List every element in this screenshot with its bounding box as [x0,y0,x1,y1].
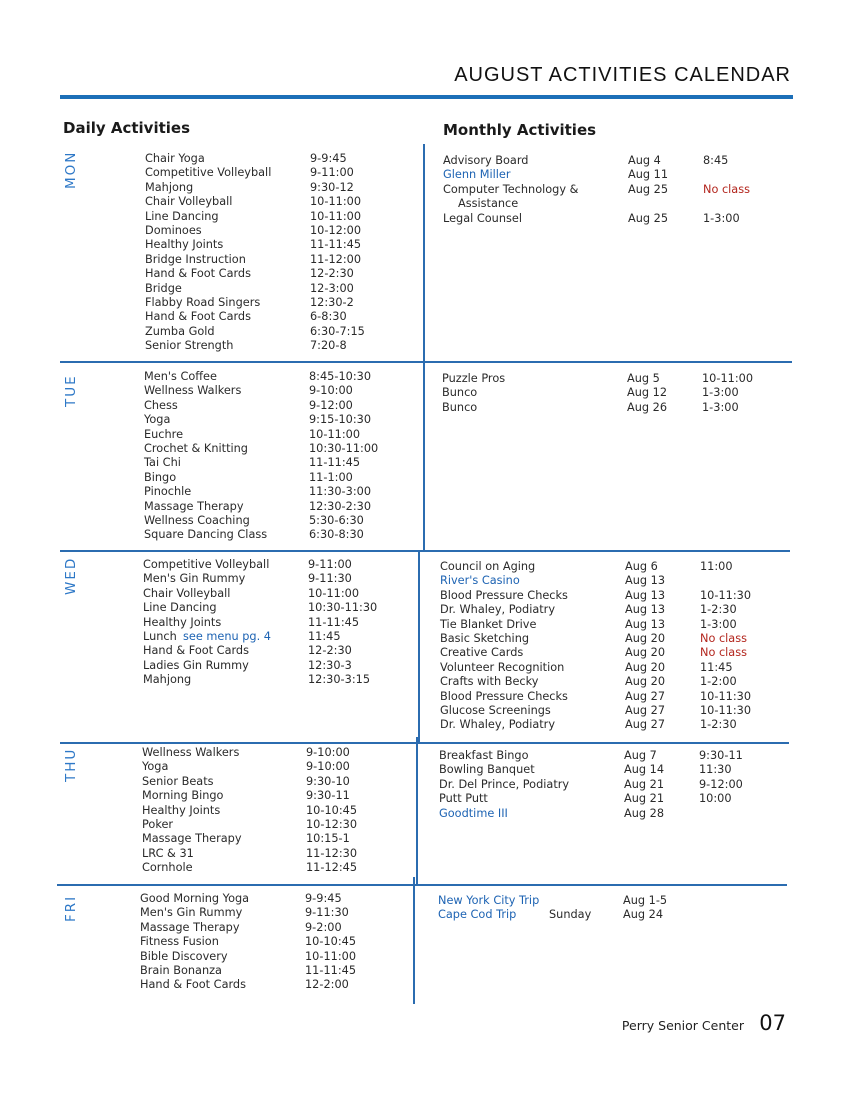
daily-activity-time: 11-1:00 [309,470,353,484]
monthly-activity-date: Aug 20 [625,646,666,660]
daily-activity-row [143,572,413,586]
daily-activity-time: 8:45-10:30 [309,370,372,383]
day-separator-tue [60,550,790,552]
monthly-activity-row [442,401,782,415]
daily-activity-name: Bridge [145,281,182,295]
daily-activity-name: Yoga [142,760,169,774]
column-divider-thu [416,737,418,884]
daily-activity-time: 6:30-8:30 [309,528,364,542]
daily-activity-name: Wellness Walkers [142,746,240,759]
monthly-activity-time: 10-11:00 [702,372,754,385]
daily-activity-name: Bridge Instruction [145,252,246,266]
daily-activity-name: Competitive Volleyball [145,166,272,180]
daily-activity-time: 9-10:00 [306,746,350,759]
daily-activity-time: 9:30-11 [306,789,350,803]
monthly-activity-name: Bunco [442,386,478,400]
daily-activity-name: Massage Therapy [140,920,240,934]
daily-activity-time: 10:15-1 [306,832,350,846]
monthly-activity-date: Aug 28 [624,806,665,820]
daily-activity-name: Bible Discovery [140,949,228,963]
daily-activity-name: Zumba Gold [145,324,215,338]
monthly-activity-row [440,632,780,646]
daily-activity-name: Chess [144,398,178,412]
daily-activity-name: Dominoes [145,224,202,237]
monthly-activity-row [440,589,780,603]
monthly-activity-name: Breakfast Bingo [439,749,529,762]
daily-activity-row [144,442,414,456]
monthly-activity-date: Aug 20 [625,675,666,689]
monthly-activity-date: Aug 20 [625,632,666,645]
column-divider-wed [418,550,420,742]
monthly-activity-date: Aug 25 [628,182,669,196]
monthly-activity-row [440,574,780,588]
monthly-activity-row [439,778,779,792]
daily-activity-name: Hand & Foot Cards [143,644,249,658]
monthly-activity-name: Legal Counsel [443,211,522,225]
monthly-activity-name: Bunco [442,400,478,414]
daily-activity-row [142,760,412,774]
daily-activity-name: Lunch [143,630,177,643]
daily-activity-name: Senior Beats [142,774,214,788]
monthly-activity-name: Basic Sketching [440,632,530,645]
daily-activity-time: 9-12:00 [309,398,353,412]
daily-activity-time: 10:30-11:00 [309,442,379,455]
daily-activity-time: 9-10:00 [309,384,353,398]
monthly-activity-date: Aug 6 [625,560,658,573]
daily-activity-row [142,804,412,818]
monthly-activity-row [438,908,778,922]
monthly-activity-time: No class [700,632,747,645]
daily-activity-row [143,644,413,658]
daily-activity-name: Fitness Fusion [140,935,219,949]
daily-activity-time: 11:30-3:00 [309,485,372,499]
daily-activity-name: Men's Gin Rummy [140,906,243,920]
footer-center-name: Perry Senior Center [621,1018,744,1033]
daily-activity-row [144,528,414,542]
monthly-activity-date: Aug 11 [628,168,669,182]
monthly-activity-time: 10:00 [699,792,732,806]
monthly-activity-row [440,646,780,660]
daily-activity-time: 9-11:00 [308,558,352,571]
monthly-activity-day: Sunday [549,908,592,922]
monthly-activity-row [443,154,783,168]
daily-activity-row [144,413,414,427]
daily-activity-row [143,616,413,630]
daily-activity-time: 11-12:00 [310,252,362,266]
daily-activity-time: 10-11:00 [305,949,357,963]
monthly-activity-date: Aug 21 [624,777,665,791]
daily-activity-time: 12:30-2:30 [309,499,372,513]
daily-activity-row [144,456,414,470]
daily-activity-name: Chair Volleyball [145,195,233,209]
daily-activity-row [145,296,415,310]
daily-activity-time: 11-11:45 [305,964,357,977]
daily-activity-time: 11-12:30 [306,846,358,860]
daily-activity-name: Men's Gin Rummy [143,572,246,586]
monthly-activity-time: 1-2:30 [700,603,737,617]
monthly-activity-row [443,212,783,226]
daily-activity-name: Tai Chi [144,456,181,470]
daily-activity-name: Healthy Joints [143,615,222,629]
monthly-activity-name: Volunteer Recognition [440,660,565,674]
daily-activity-row [140,892,410,906]
daily-activity-name: Mahjong [145,180,194,194]
day-separator-thu [57,884,787,886]
daily-activity-row [145,224,415,238]
daily-activity-name: Flabby Road Singers [145,296,261,309]
daily-activity-name: Healthy Joints [145,238,224,252]
daily-activity-row [144,471,414,485]
monthly-activity-row [440,560,780,574]
daily-activity-time: 11-11:45 [310,238,362,252]
monthly-activity-row [440,718,780,732]
monthly-activity-date: Aug 27 [625,704,666,717]
daily-activity-time: 9:15-10:30 [309,413,372,427]
day-label-fri: FRI [63,894,79,922]
monthly-activity-date: Aug 4 [628,154,661,167]
daily-activity-time: 11-12:45 [306,861,358,875]
daily-activity-time: 9-11:30 [305,906,349,920]
daily-activity-name: Yoga [144,413,171,427]
daily-activity-time: 6-8:30 [310,310,347,324]
daily-activity-row [140,978,410,992]
monthly-activity-row [440,690,780,704]
daily-activity-row [144,500,414,514]
daily-activity-row [143,659,413,673]
daily-activity-name: Morning Bingo [142,789,224,803]
monthly-activity-name: River's Casino [440,574,520,588]
daily-activity-row [142,832,412,846]
monthly-activity-row [440,603,780,617]
monthly-activity-row [443,183,783,197]
monthly-activity-date: Aug 27 [625,718,666,732]
daily-activity-name: Massage Therapy [144,499,244,513]
daily-activity-time: 12:30-3 [308,658,352,672]
daily-activity-name: LRC & 31 [142,846,194,860]
daily-activity-name: Ladies Gin Rummy [143,658,249,672]
monthly-activity-date: Aug 7 [624,749,657,762]
monthly-activity-name: Blood Pressure Checks [440,689,568,703]
day-label-mon: MON [63,150,79,189]
daily-activity-time: 9-9:45 [310,152,347,165]
daily-activity-name: Good Morning Yoga [140,892,250,905]
monthly-activity-row [440,704,780,718]
daily-activity-name: Healthy Joints [142,803,221,817]
daily-activity-time: 9-9:45 [305,892,342,905]
monthly-activity-row [442,386,782,400]
monthly-activity-time: 1-3:00 [702,400,739,414]
monthly-activity-name: Advisory Board [443,154,529,167]
daily-activity-row [140,921,410,935]
monthly-activity-date: Aug 21 [624,792,665,806]
monthly-activity-time: 1-3:00 [700,617,737,631]
daily-activity-row [142,775,412,789]
monthly-activity-date: Aug 13 [625,574,666,588]
daily-activity-row [144,514,414,528]
daily-activity-time: 6:30-7:15 [310,324,365,338]
daily-activity-name: Line Dancing [143,601,217,615]
monthly-activity-time: No class [703,182,750,196]
page-title: AUGUST ACTIVITIES CALENDAR [454,64,791,86]
daily-activity-row [145,325,415,339]
monthly-activity-time: 1-2:30 [700,718,737,732]
daily-activity-time: 9:30-12 [310,180,354,194]
daily-activity-row [145,210,415,224]
column-divider-tue [423,362,425,550]
monthly-activity-time: 11:30 [699,763,732,777]
monthly-activity-time: 10-11:30 [700,704,752,717]
monthly-activity-name: Blood Pressure Checks [440,588,568,602]
daily-activity-time: 12-3:00 [310,281,354,295]
monthly-activity-date: Aug 25 [628,211,669,225]
daily-activity-time: 10-11:00 [310,195,362,209]
monthly-activity-name: Bowling Banquet [439,763,535,777]
monthly-activity-name: Dr. Del Prince, Podiatry [439,777,570,791]
monthly-activity-time: 10-11:30 [700,689,752,703]
daily-activity-name: Senior Strength [145,339,234,353]
monthly-activity-date: Aug 24 [623,908,664,922]
monthly-activity-name: Creative Cards [440,646,524,660]
monthly-activity-time: 1-3:00 [703,211,740,225]
monthly-activity-time: 9:30-11 [699,749,743,762]
monthly-activity-date: Aug 13 [625,603,666,617]
monthly-activity-date: Aug 1-5 [623,894,668,907]
daily-activity-time: 10-12:00 [310,224,362,237]
daily-activity-row [145,152,415,166]
daily-activity-name: Square Dancing Class [144,528,268,542]
day-separator-mon [60,361,792,363]
daily-activity-time: 9-2:00 [305,920,342,934]
monthly-activity-row [439,807,779,821]
daily-activity-row [144,384,414,398]
monthly-activity-name: Dr. Whaley, Podiatry [440,603,556,617]
daily-activity-time: 9:30-10 [306,774,350,788]
daily-activity-name: Poker [142,818,174,831]
daily-activity-row [145,195,415,209]
title-rule [60,95,793,99]
daily-activity-row [145,238,415,252]
monthly-activity-time: 1-2:00 [700,675,737,689]
monthly-activity-name: Assistance [458,197,519,211]
daily-activity-name: Line Dancing [145,209,219,223]
daily-activity-name: Hand & Foot Cards [145,267,251,281]
monthly-activity-date: Aug 27 [625,689,666,703]
monthly-activity-row [439,792,779,806]
monthly-activity-row [438,894,778,908]
daily-activity-name: Mahjong [143,673,192,687]
monthly-activity-name: New York City Trip [438,894,540,907]
monthly-activity-name: Crafts with Becky [440,675,539,689]
monthly-activity-row [440,618,780,632]
daily-activity-row [140,950,410,964]
daily-activity-time: 10-12:30 [306,818,358,831]
daily-activity-row [145,181,415,195]
daily-activity-time: 10-11:00 [308,586,360,600]
daily-activity-row [145,253,415,267]
daily-activity-name: Brain Bonanza [140,964,222,977]
monthly-activity-time: 8:45 [703,154,729,167]
daily-activity-name: Wellness Walkers [144,384,242,398]
daily-activity-time: 10:30-11:30 [308,601,378,615]
daily-activity-time: 10-11:00 [310,209,362,223]
monthly-activity-name: Council on Aging [440,560,536,573]
monthly-activity-time: 9-12:00 [699,777,743,791]
monthly-activity-time: 1-3:00 [702,386,739,400]
daily-activity-row [144,485,414,499]
monthly-activity-name: Puzzle Pros [442,372,506,385]
daily-activity-time: 9-10:00 [306,760,350,774]
daily-activities-heading: Daily Activities [63,119,191,137]
monthly-activity-name: Cape Cod Trip [438,908,517,922]
daily-activity-time: 11:45 [308,630,341,643]
monthly-activity-time: 11:45 [700,660,733,674]
monthly-activity-date: Aug 20 [625,660,666,674]
daily-activity-note: see menu pg. 4 [183,630,271,643]
day-separator-wed [60,742,789,744]
daily-activity-time: 12:30-2 [310,296,354,309]
monthly-activities-heading: Monthly Activities [443,121,597,139]
daily-activity-name: Men's Coffee [144,370,217,383]
page-number: 07 [759,1011,786,1035]
day-label-tue: TUE [63,374,79,407]
daily-activity-name: Cornhole [142,861,193,875]
monthly-activity-name: Glucose Screenings [440,704,551,717]
daily-activity-time: 11-11:45 [309,456,361,470]
monthly-activity-name: Computer Technology & [443,182,579,196]
daily-activity-row [145,282,415,296]
daily-activity-row [143,630,413,644]
monthly-activity-name: Putt Putt [439,792,488,806]
daily-activity-row [145,339,415,353]
daily-activity-row [143,673,413,687]
monthly-activity-row [443,197,783,211]
daily-activity-name: Bingo [144,470,177,484]
daily-activity-time: 10-10:45 [305,935,357,949]
monthly-activity-row [439,749,779,763]
daily-activity-row [144,428,414,442]
daily-activity-row [142,789,412,803]
daily-activity-time: 9-11:00 [310,166,354,180]
daily-activity-row [145,166,415,180]
daily-activity-time: 10-11:00 [309,427,361,441]
daily-activity-name: Hand & Foot Cards [145,310,251,324]
monthly-activity-name: Glenn Miller [443,168,511,182]
monthly-activity-time: 10-11:30 [700,588,752,602]
daily-activity-name: Euchre [144,427,184,441]
daily-activity-time: 12:30-3:15 [308,673,371,687]
monthly-activity-time: 11:00 [700,560,733,573]
daily-activity-name: Chair Yoga [145,152,205,165]
daily-activity-name: Hand & Foot Cards [140,978,246,992]
monthly-activity-date: Aug 13 [625,617,666,631]
daily-activity-name: Wellness Coaching [144,514,250,527]
monthly-activity-date: Aug 12 [627,386,668,400]
daily-activity-time: 10-10:45 [306,803,358,817]
daily-activity-row [142,818,412,832]
monthly-activity-row [443,168,783,182]
daily-activity-row [143,558,413,572]
monthly-activity-row [440,661,780,675]
monthly-activity-name: Goodtime III [439,806,508,820]
monthly-activity-date: Aug 13 [625,588,666,602]
daily-activity-row [143,601,413,615]
daily-activity-row [140,906,410,920]
daily-activity-time: 9-11:30 [308,572,352,586]
monthly-activity-row [442,372,782,386]
daily-activity-row [142,847,412,861]
daily-activity-row [143,587,413,601]
monthly-activity-name: Tie Blanket Drive [440,617,537,631]
daily-activity-name: Chair Volleyball [143,586,231,600]
daily-activity-row [145,310,415,324]
daily-activity-row [142,861,412,875]
daily-activity-time: 12-2:30 [308,644,352,658]
monthly-activity-date: Aug 14 [624,763,665,777]
daily-activity-time: 11-11:45 [308,615,360,629]
daily-activity-name: Competitive Volleyball [143,558,270,571]
column-divider-fri [413,877,415,1004]
daily-activity-time: 12-2:00 [305,978,349,992]
monthly-activity-row [439,763,779,777]
daily-activity-time: 7:20-8 [310,339,347,353]
monthly-activity-time: No class [700,646,747,660]
daily-activity-row [142,746,412,760]
daily-activity-name: Crochet & Knitting [144,442,248,455]
daily-activity-row [140,964,410,978]
monthly-activity-date: Aug 5 [627,372,660,385]
daily-activity-row [140,935,410,949]
monthly-activity-date: Aug 26 [627,400,668,414]
day-label-thu: THU [63,747,79,782]
daily-activity-name: Pinochle [144,485,192,499]
monthly-activity-name: Dr. Whaley, Podiatry [440,718,556,732]
column-divider-mon [423,144,425,361]
daily-activity-row [145,267,415,281]
daily-activity-row [144,399,414,413]
daily-activity-row [144,370,414,384]
monthly-activity-row [440,675,780,689]
daily-activity-name: Massage Therapy [142,832,242,846]
day-label-wed: WED [63,556,79,595]
daily-activity-time: 12-2:30 [310,267,354,281]
daily-activity-time: 5:30-6:30 [309,514,364,527]
